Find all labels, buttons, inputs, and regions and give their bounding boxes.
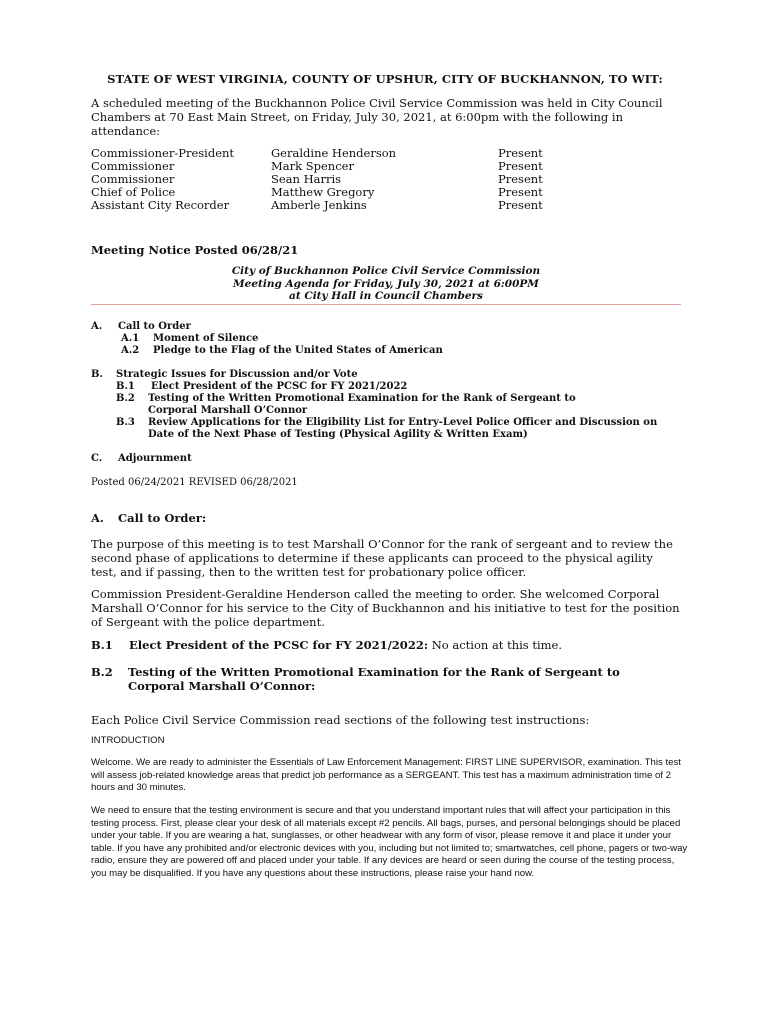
attendee-status: Present: [498, 172, 543, 186]
agenda-header-line: at City Hall in Council Chambers: [289, 290, 483, 302]
attendee-name: Amberle Jenkins: [271, 198, 367, 212]
intro-paragraph: A scheduled meeting of the Buckhannon Police Civil Service Commission was held in City Council Chambers at 70 East Main Street, on Friday, July 30, 2021, at 6:00pm with the following in attendance:: [91, 96, 663, 138]
attendee-status: Present: [498, 185, 543, 199]
attendance-row: [91, 159, 651, 172]
attendee-status: Present: [498, 198, 543, 212]
attendee-name: Geraldine Henderson: [271, 146, 397, 160]
section-label: B.1: [91, 638, 113, 652]
agenda-label: A.2: [121, 345, 140, 356]
agenda-item: Review Applications for the Eligibility List for Entry-Level Police Officer and Discussion on: [148, 417, 658, 428]
agenda-item: Date of the Next Phase of Testing (Physical Agility & Written Exam): [148, 429, 528, 440]
agenda-header: [91, 265, 681, 303]
agenda-label: B.: [91, 369, 103, 380]
agenda-header-line: Meeting Agenda for Friday, July 30, 2021 at 6:00PM: [233, 277, 539, 290]
agenda-item: Elect President of the PCSC for FY 2021/2022: [151, 381, 408, 392]
section-text: No action at this time.: [431, 638, 563, 652]
instructions-paragraph: We need to ensure that the testing environment is secure and that you understand important rules that will affect your participation in this testing process. First, please clear your desk of all materials except #2 pencils. All bags, purses, and personal belongings should be placed under your table. If you are wearing a hat, sunglasses, or other headwear with any form of visor, please remove it and place it under your table. If you have any prohibited and/or electronic devices with you, including but not limited to; smartwatches, cell phone, pagers or two-way radio, ensure they are powered off and placed under your table. If any devices are heard or seen during the course of the testing process, you may be disqualified. If you have any questions about these instructions, please raise your hand now.: [91, 805, 688, 879]
agenda-item: Call to Order: [118, 321, 191, 332]
instructions-paragraph: Welcome. We are ready to administer the Essentials of Law Enforcement Management: FIRST LINE SUPERVISOR, examination. This test will assess job-related knowledge areas that predict job performance as a SERGEANT. This test has a maximum administration time of 2 hours and 30 minutes.: [91, 757, 681, 793]
agenda-label: A.1: [121, 333, 140, 344]
attendee-name: Sean Harris: [271, 172, 342, 186]
attendance-row: [91, 185, 651, 198]
welcome-paragraph: Commission President-Geraldine Henderson called the meeting to order. She welcomed Corporal Marshall O’Connor for his service to the City of Buckhannon and his initiative to test for the position of Sergeant with the police department.: [91, 587, 680, 629]
attendee-role: Commissioner: [91, 172, 175, 186]
attendee-name: Matthew Gregory: [271, 185, 375, 199]
purpose-paragraph: The purpose of this meeting is to test Marshall O’Connor for the rank of sergeant and to review the second phase of applications to determine if these applicants can proceed to the physical agility test, and if passing, then to the written test for probationary police officer.: [91, 537, 673, 579]
attendee-role: Commissioner: [91, 159, 175, 173]
agenda-item: Strategic Issues for Discussion and/or Vote: [116, 369, 358, 380]
section-heading: [128, 665, 620, 693]
agenda-item: Corporal Marshall O’Connor: [148, 405, 308, 416]
read-sections-text: Each Police Civil Service Commission read sections of the following test instructions:: [91, 713, 590, 727]
document-title: STATE OF WEST VIRGINIA, COUNTY OF UPSHUR, CITY OF BUCKHANNON, TO WIT:: [107, 72, 663, 86]
agenda-item: Adjournment: [118, 453, 192, 464]
agenda-label: B.3: [116, 417, 135, 428]
attendee-status: Present: [498, 146, 543, 160]
section-heading-line: Testing of the Written Promotional Examination for the Rank of Sergeant to: [128, 665, 620, 679]
agenda-label: C.: [91, 453, 103, 464]
attendee-status: Present: [498, 159, 543, 173]
notice-posted: Meeting Notice Posted 06/28/21: [91, 243, 299, 257]
attendance-row: [91, 198, 651, 211]
section-heading: Call to Order:: [118, 511, 207, 525]
attendee-name: Mark Spencer: [271, 159, 354, 173]
section-label: A.: [91, 511, 104, 525]
section-heading-line: Corporal Marshall O’Connor:: [128, 679, 316, 693]
attendee-role: Assistant City Recorder: [91, 198, 230, 212]
agenda-item: Moment of Silence: [153, 333, 259, 344]
agenda-label: B.2: [116, 393, 135, 404]
section-heading-line: [129, 638, 562, 652]
section-label: B.2: [91, 665, 113, 679]
attendance-row: [91, 146, 651, 159]
agenda-label: B.1: [116, 381, 135, 392]
attendee-role: Chief of Police: [91, 185, 176, 199]
agenda-header-line: City of Buckhannon Police Civil Service Commission: [231, 265, 541, 277]
instructions-heading: INTRODUCTION: [91, 735, 165, 746]
agenda-item: Testing of the Written Promotional Examination for the Rank of Sergeant to: [148, 393, 576, 404]
agenda-label: A.: [91, 321, 103, 332]
attendance-row: [91, 172, 651, 185]
agenda-item: Pledge to the Flag of the United States of American: [153, 345, 443, 356]
divider: [91, 304, 681, 305]
section-heading: Elect President of the PCSC for FY 2021/2022:: [129, 638, 429, 652]
attendee-role: Commissioner-President: [91, 146, 235, 160]
posted-date: Posted 06/24/2021 REVISED 06/28/2021: [91, 477, 298, 488]
